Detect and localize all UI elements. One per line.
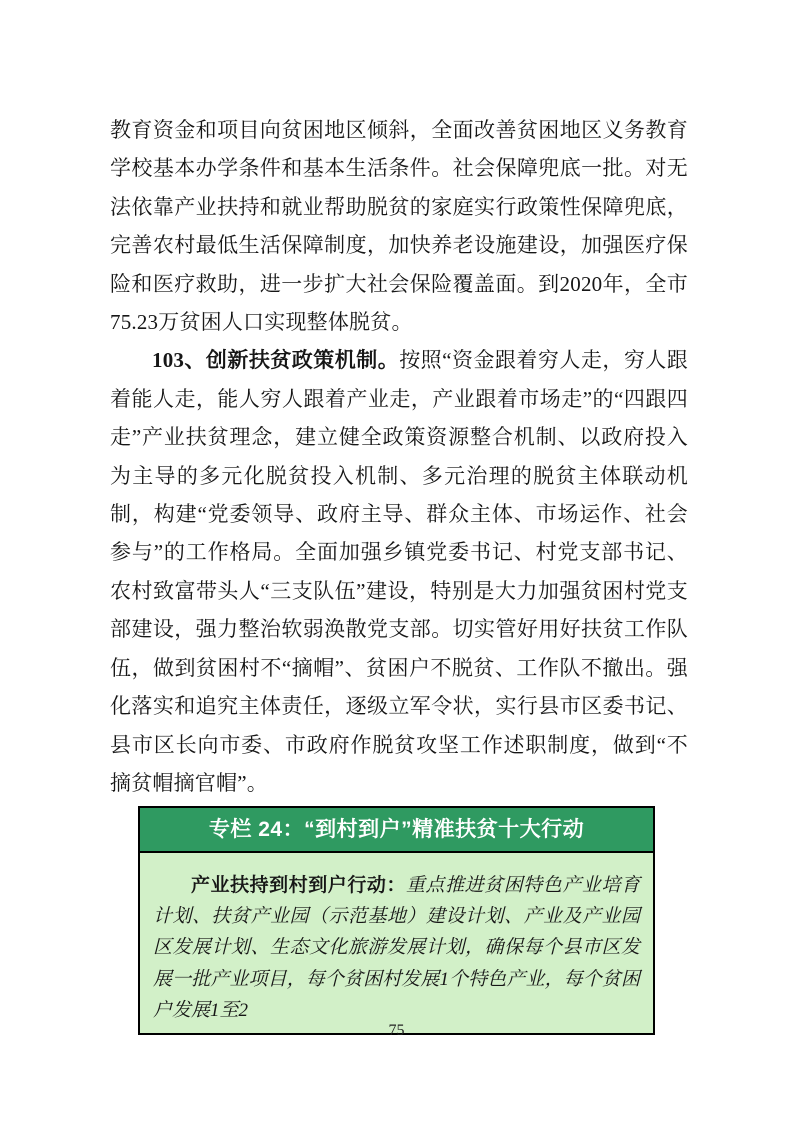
paragraph-item-103 [110,341,688,802]
body-text [110,111,688,802]
callout-box-title: 专栏 24：“到村到户”精准扶贫十大行动 [140,808,653,853]
callout-box-column-24 [138,806,655,1035]
text-run-bold: 产业扶持到村到户行动： [191,875,406,896]
paragraph-continuation [110,111,688,341]
callout-box-body [140,853,653,1033]
text-run: 按照“资金跟着穷人走，穷人跟着能人走，能人穷人跟着产业走，产业跟着市场走”的“四跟四走”产业扶贫理念，建立健全政策资源整合机制、以政府投入为主导的多元化脱贫投入机制、多元治理的脱贫主体联动机制，构建“党委领导、政府主导、群众主体、市场运作、社会参与”的工作格局。全面加强乡镇党委书记、村党支部书记、农村致富带头人“三支队伍”建设，特别是大力加强贫困村党支部建设，强力整治软弱涣散党支部。切实管好用好扶贫工作队伍，做到贫困村不“摘帽”、贫困户不脱贫、工作队不撤出。强化落实和追究主体责任，逐级立军令状，实行县市区委书记、县市区长向市委、市政府作脱贫攻坚工作述职制度，做到“不摘贫帽摘官帽”。 [110,348,688,795]
text-run: 重点推进贫困特色产业培育计划、扶贫产业园（示范基地）建设计划、产业及产业园区发展计划、生态文化旅游发展计划，确保每个县市区发展一批产业项目，每个贫困村发展1个特色产业，每个贫困户发展1至2 [153,875,640,1021]
text-run: 教育资金和项目向贫困地区倾斜，全面改善贫困地区义务教育学校基本办学条件和基本生活条件。社会保障兜底一批。对无法依靠产业扶持和就业帮助脱贫的家庭实行政策性保障兜底，完善农村最低生活保障制度，加快养老设施建设，加强医疗保险和医疗救助，进一步扩大社会保险覆盖面。到2020年，全市75.23万贫困人口实现整体脱贫。 [110,118,688,335]
text-run-bold: 103、创新扶贫政策机制。 [152,348,400,373]
page-number: 75 [388,1022,405,1039]
